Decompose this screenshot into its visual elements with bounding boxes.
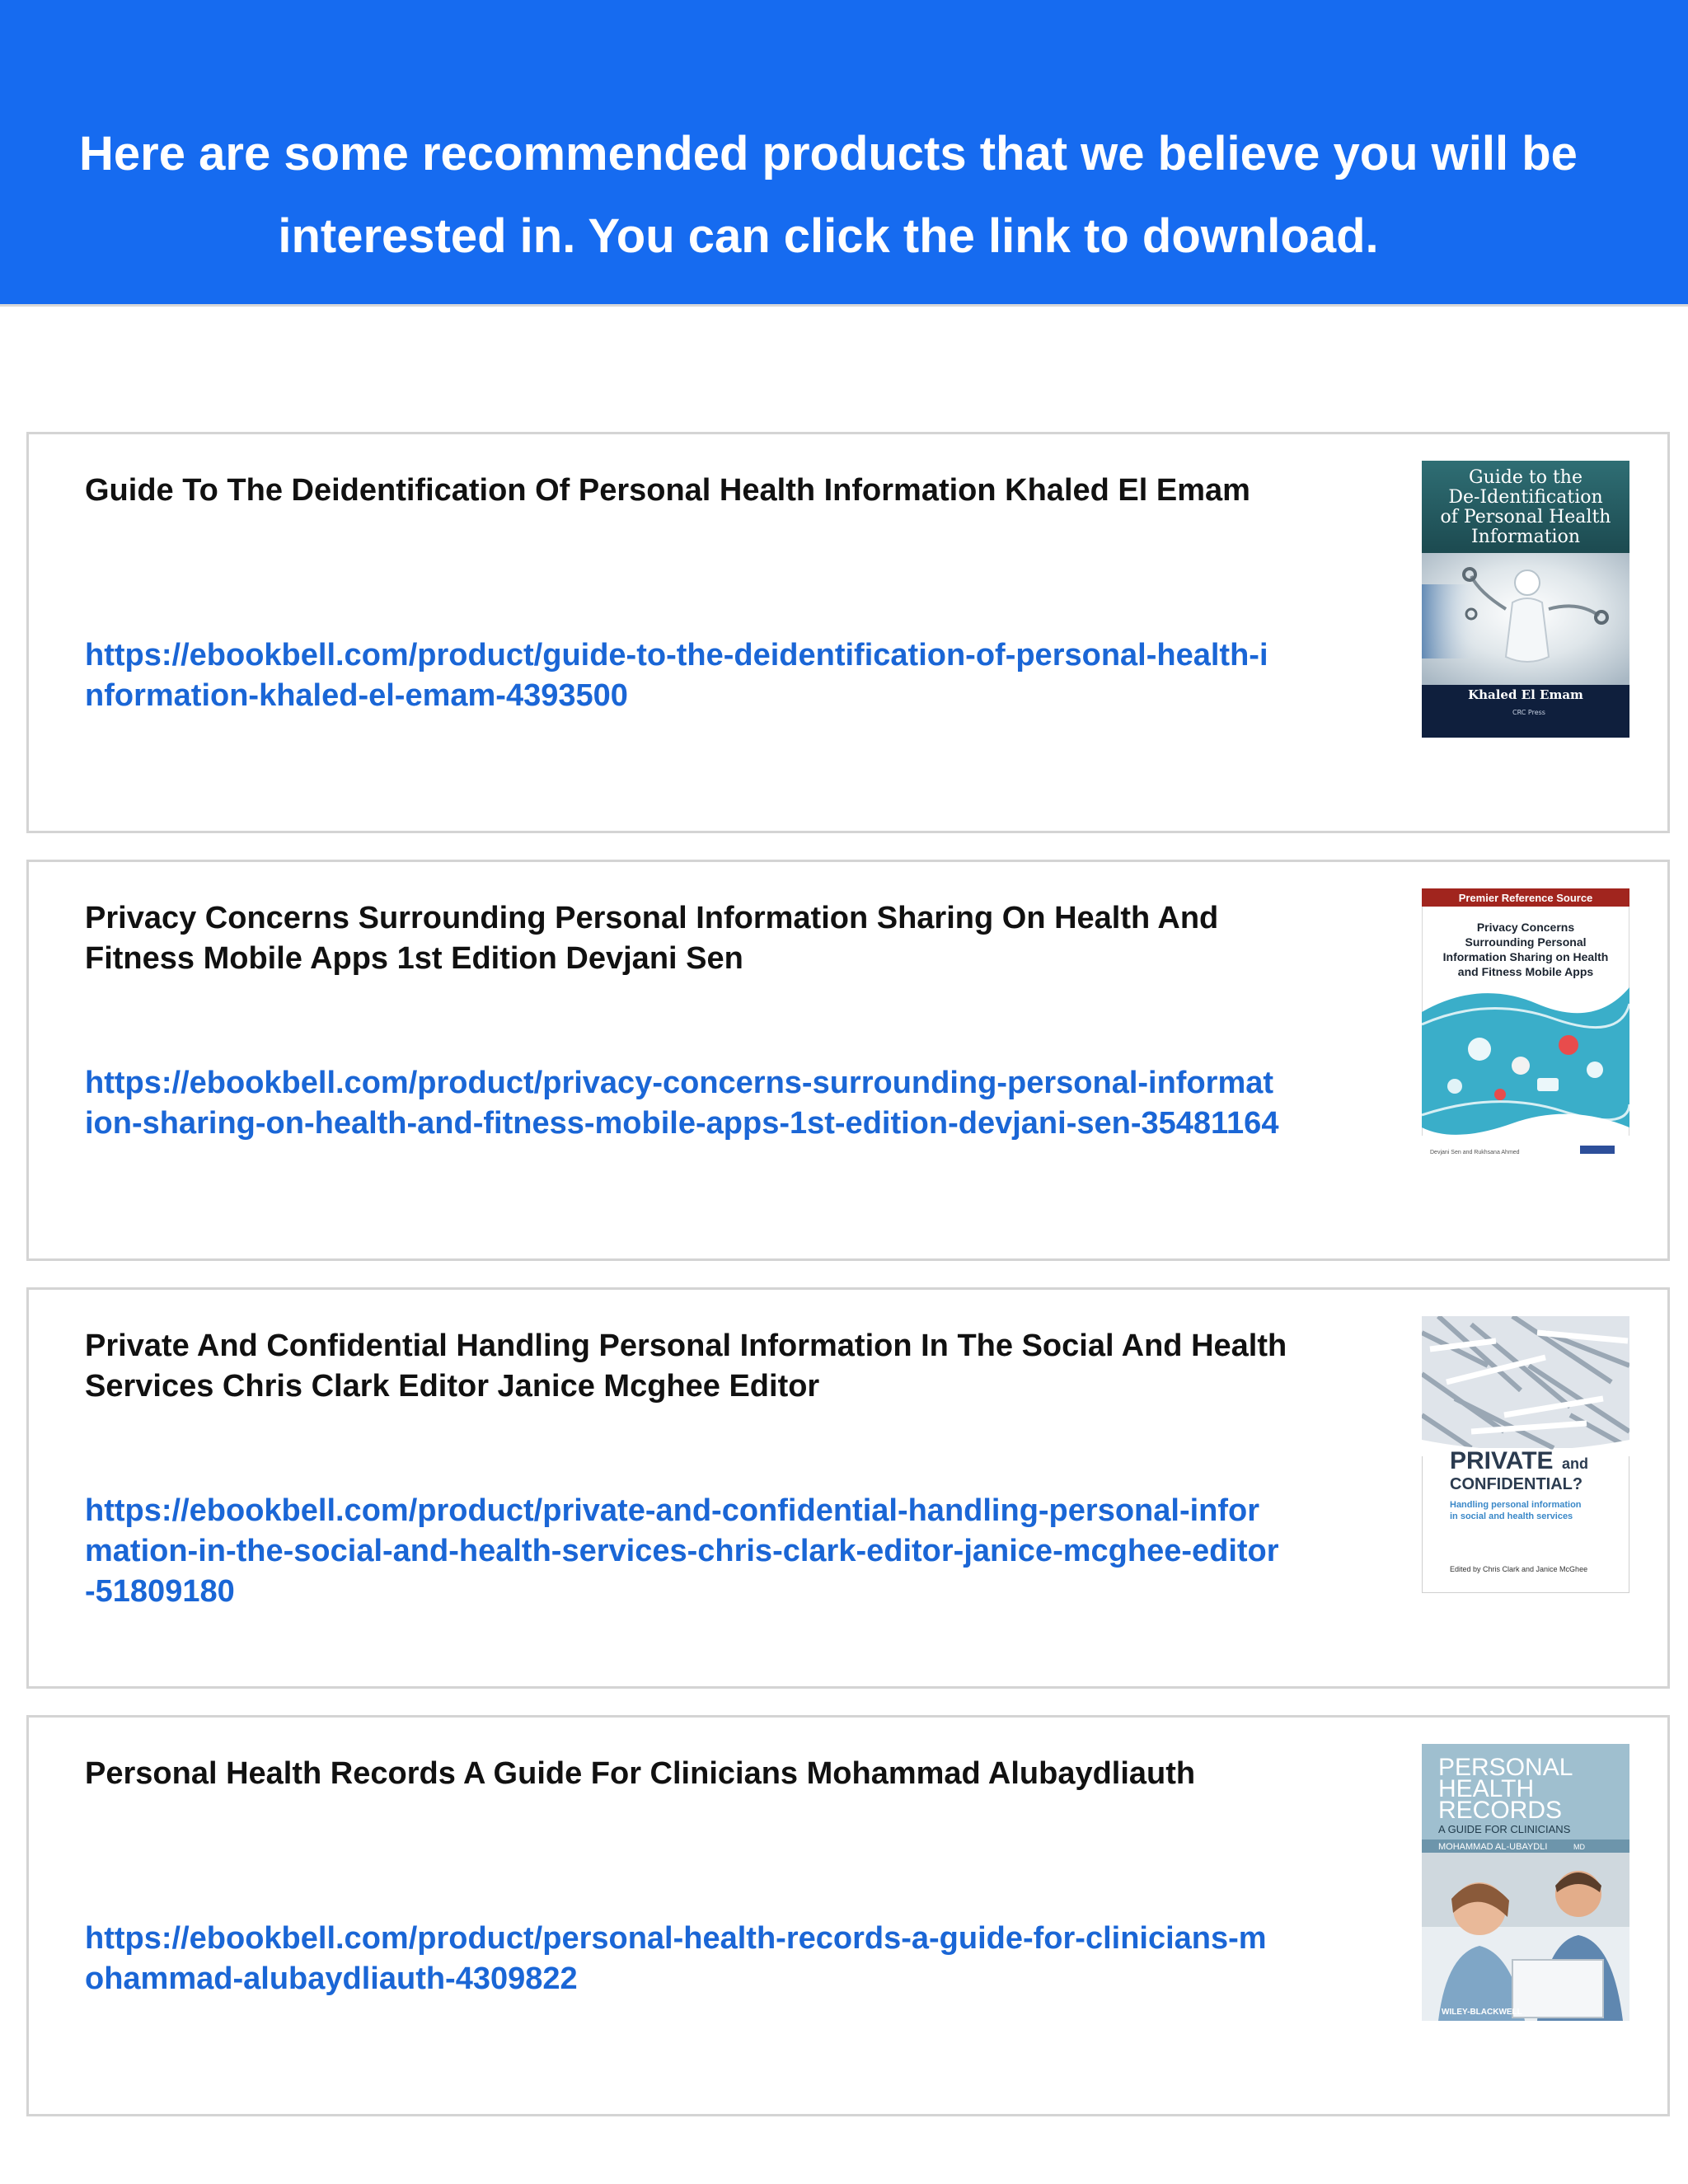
cover-title-line: Surrounding Personal bbox=[1465, 935, 1587, 949]
cover-title-line: Information Sharing on Health bbox=[1442, 950, 1609, 963]
product-download-link[interactable]: https://ebookbell.com/product/private-and-confidential-handling-personal-information-in-the-social-and-health-services-chris-clark-editor-janice-mcghee-editor-51809180 bbox=[85, 1493, 1279, 1609]
book-cover-image[interactable] bbox=[1422, 1316, 1629, 1593]
product-title: Guide To The Deidentification Of Personal Health Information Khaled El Emam bbox=[85, 473, 1250, 508]
product-title: Privacy Concerns Surrounding Personal Information Sharing On Health And Fitness Mobile Apps 1st Edition Devjani Sen bbox=[85, 901, 1219, 976]
product-card bbox=[26, 1287, 1670, 1689]
product-title: Personal Health Records A Guide For Clinicians Mohammad Alubaydliauth bbox=[85, 1756, 1196, 1791]
cover-editors: Edited by Chris Clark and Janice McGhee bbox=[1450, 1565, 1588, 1573]
cover-title-line: RECORDS bbox=[1438, 1797, 1563, 1824]
cover-subtitle: A GUIDE FOR CLINICIANS bbox=[1438, 1823, 1571, 1835]
book-cover-image[interactable] bbox=[1422, 888, 1629, 1165]
cover-title-line: Privacy Concerns bbox=[1476, 921, 1575, 934]
book-cover-image[interactable] bbox=[1422, 1744, 1629, 2021]
cover-author-suffix: MD bbox=[1573, 1843, 1585, 1851]
banner-text-line-1: Here are some recommended products that we believe you will be bbox=[79, 127, 1578, 180]
product-card bbox=[26, 1715, 1670, 2116]
product-download-link[interactable]: https://ebookbell.com/product/guide-to-the-deidentification-of-personal-health-information-khaled-el-emam-4393500 bbox=[85, 638, 1268, 713]
product-download-link[interactable]: https://ebookbell.com/product/privacy-concerns-surrounding-personal-information-sharing-on-health-and-fitness-mobile-apps-1st-edition-devjani-sen-35481164 bbox=[85, 1066, 1279, 1141]
product-download-link[interactable]: https://ebookbell.com/product/personal-health-records-a-guide-for-clinicians-mohammad-alubaydliauth-4309822 bbox=[85, 1921, 1267, 1996]
cover-author: MOHAMMAD AL-UBAYDLI bbox=[1438, 1842, 1548, 1852]
cover-title-line: of Personal Health bbox=[1440, 507, 1611, 527]
cover-series: Premier Reference Source bbox=[1458, 892, 1593, 904]
cover-title-line: De-Identification bbox=[1448, 487, 1603, 508]
cover-title-line: PERSONAL bbox=[1438, 1754, 1573, 1781]
recommendation-banner bbox=[0, 0, 1688, 307]
cover-title-main: PRIVATE bbox=[1450, 1447, 1554, 1474]
cover-title-line: and Fitness Mobile Apps bbox=[1457, 965, 1594, 978]
cover-author: Khaled El Emam bbox=[1468, 687, 1583, 702]
cover-subtitle-line: in social and health services bbox=[1450, 1511, 1573, 1521]
product-card bbox=[26, 432, 1670, 833]
product-title: Private And Confidential Handling Personal Information In The Social And Health Services Chris Clark Editor Janice Mcghee Editor bbox=[85, 1329, 1287, 1404]
cover-title-line: HEALTH bbox=[1438, 1775, 1535, 1802]
book-cover-image[interactable] bbox=[1422, 461, 1629, 738]
cover-publisher: WILEY-BLACKWELL bbox=[1442, 2008, 1522, 2017]
cover-subtitle-line: Handling personal information bbox=[1450, 1500, 1582, 1510]
cover-authors: Devjani Sen and Rukhsana Ahmed bbox=[1430, 1150, 1520, 1155]
cover-title-second: CONFIDENTIAL? bbox=[1450, 1475, 1583, 1493]
product-card bbox=[26, 860, 1670, 1261]
cover-title-line: Guide to the bbox=[1469, 467, 1582, 488]
cover-title-and: and bbox=[1562, 1455, 1589, 1472]
cover-publisher: CRC Press bbox=[1512, 709, 1545, 716]
banner-text-line-2: interested in. You can click the link to download. bbox=[278, 209, 1379, 263]
cover-title-line: Information bbox=[1470, 527, 1581, 547]
